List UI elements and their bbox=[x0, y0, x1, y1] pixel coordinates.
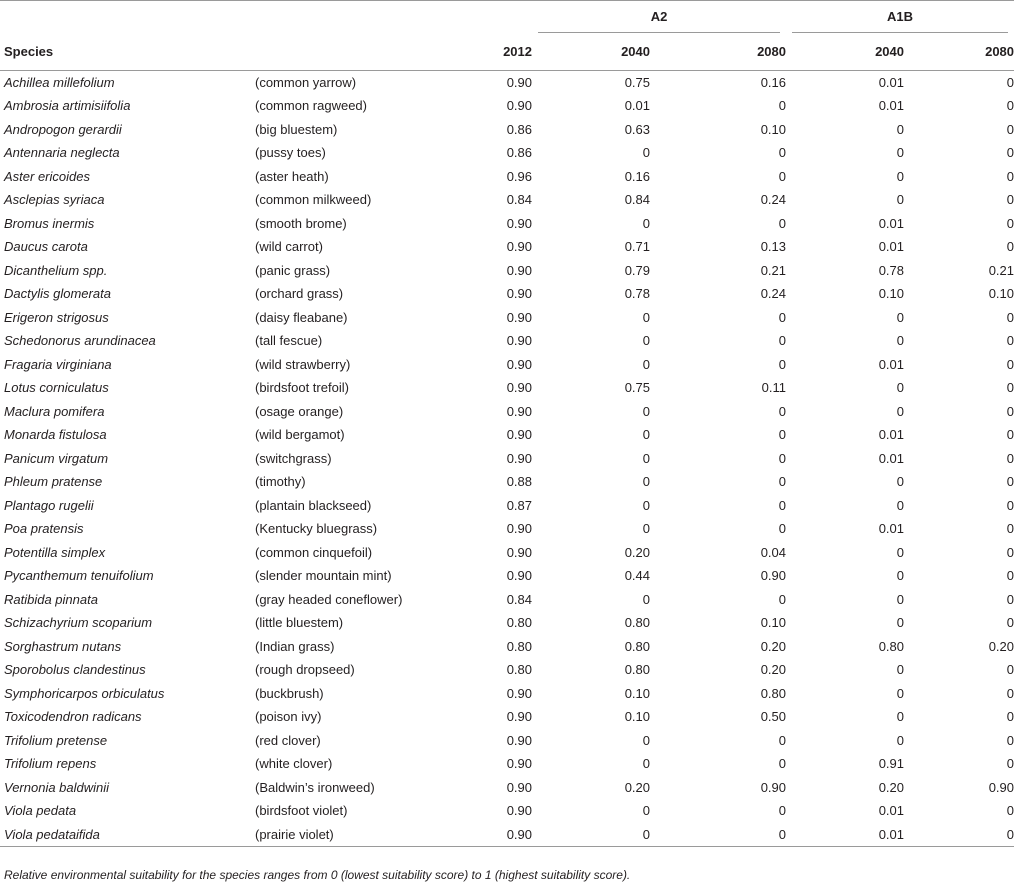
table-row bbox=[0, 541, 1014, 565]
value-a2-2080: 0.50 bbox=[760, 709, 786, 725]
value-a1b-2080: 0 bbox=[1006, 615, 1014, 631]
value-a1b-2080: 0 bbox=[1006, 427, 1014, 443]
value-a1b-2080: 0 bbox=[1006, 168, 1014, 184]
species-name: Sorghastrum nutans bbox=[4, 638, 122, 654]
common-name: (pussy toes) bbox=[255, 145, 326, 161]
table-row bbox=[0, 494, 1014, 518]
species-name: Potentilla simplex bbox=[4, 544, 106, 560]
value-a1b-2040: 0.01 bbox=[878, 356, 904, 372]
value-2012: 0.90 bbox=[506, 803, 532, 819]
species-name: Trifolium repens bbox=[4, 756, 97, 772]
common-name: (wild strawberry) bbox=[255, 356, 351, 372]
value-a2-2080: 0.90 bbox=[760, 779, 786, 795]
table-row bbox=[0, 71, 1014, 95]
value-a2-2040: 0.20 bbox=[624, 544, 650, 560]
common-name: (buckbrush) bbox=[255, 685, 324, 701]
table-row bbox=[0, 400, 1014, 424]
species-name: Monarda fistulosa bbox=[4, 427, 107, 443]
species-name: Achillea millefolium bbox=[4, 75, 115, 90]
value-2012: 0.90 bbox=[506, 709, 532, 725]
table-row bbox=[0, 705, 1014, 729]
value-2012: 0.90 bbox=[506, 544, 532, 560]
value-a2-2080: 0.13 bbox=[760, 239, 786, 255]
common-name: (big bluestem) bbox=[255, 121, 338, 137]
species-name: Dactylis glomerata bbox=[4, 286, 111, 302]
species-name: Schizachyrium scoparium bbox=[4, 615, 153, 631]
common-name: (wild bergamot) bbox=[255, 427, 345, 443]
common-name: (wild carrot) bbox=[255, 239, 323, 255]
table-row bbox=[0, 682, 1014, 706]
common-name: (common ragweed) bbox=[255, 98, 367, 114]
value-a2-2040: 0.71 bbox=[624, 239, 650, 255]
table-row bbox=[0, 118, 1014, 142]
value-a2-2040: 0 bbox=[642, 474, 650, 490]
species-name: Toxicodendron radicans bbox=[4, 709, 142, 725]
value-2012: 0.90 bbox=[506, 756, 532, 772]
value-a1b-2080: 0 bbox=[1006, 333, 1014, 349]
group-a2-underline bbox=[538, 32, 780, 33]
value-a2-2040: 0.10 bbox=[624, 709, 650, 725]
value-a1b-2080: 0 bbox=[1006, 474, 1014, 490]
value-2012: 0.90 bbox=[506, 685, 532, 701]
value-a2-2040: 0 bbox=[642, 356, 650, 372]
table-row bbox=[0, 423, 1014, 447]
value-a2-2080: 0.24 bbox=[760, 286, 786, 302]
species-name: Andropogon gerardii bbox=[4, 121, 122, 137]
value-a2-2040: 0 bbox=[642, 497, 650, 513]
table-row bbox=[0, 823, 1014, 847]
value-a1b-2040: 0 bbox=[896, 497, 904, 513]
value-a2-2040: 0 bbox=[642, 145, 650, 161]
value-2012: 0.90 bbox=[506, 215, 532, 231]
species-name: Schedonorus arundinacea bbox=[4, 333, 156, 349]
value-a1b-2040: 0.80 bbox=[878, 638, 904, 654]
table-row bbox=[0, 329, 1014, 353]
species-name: Maclura pomifera bbox=[4, 403, 105, 419]
value-a2-2040: 0.80 bbox=[624, 615, 650, 631]
common-name: (rough dropseed) bbox=[255, 662, 355, 678]
species-name: Vernonia baldwinii bbox=[4, 779, 110, 795]
table-row bbox=[0, 259, 1014, 283]
value-a1b-2080: 0 bbox=[1006, 98, 1014, 114]
value-a1b-2080: 0 bbox=[1006, 709, 1014, 725]
value-a2-2080: 0 bbox=[778, 427, 786, 443]
table-row bbox=[0, 729, 1014, 753]
value-a2-2040: 0.84 bbox=[624, 192, 650, 208]
col-header-a1b-2040: 2040 bbox=[786, 33, 904, 71]
col-header-2012: 2012 bbox=[455, 33, 532, 71]
value-a2-2040: 0.75 bbox=[624, 75, 650, 90]
value-a1b-2040: 0.10 bbox=[878, 286, 904, 302]
common-name: (little bluestem) bbox=[255, 615, 344, 631]
table-row bbox=[0, 165, 1014, 189]
value-a1b-2080: 0.90 bbox=[988, 779, 1014, 795]
value-a1b-2040: 0 bbox=[896, 662, 904, 678]
value-2012: 0.84 bbox=[506, 591, 532, 607]
value-a2-2040: 0.63 bbox=[624, 121, 650, 137]
common-name: (daisy fleabane) bbox=[255, 309, 348, 325]
table-row bbox=[0, 306, 1014, 330]
common-name: (common yarrow) bbox=[255, 75, 357, 90]
value-a1b-2080: 0 bbox=[1006, 685, 1014, 701]
common-name: (white clover) bbox=[255, 756, 333, 772]
value-a1b-2080: 0 bbox=[1006, 568, 1014, 584]
species-name: Asclepias syriaca bbox=[4, 192, 105, 208]
value-2012: 0.80 bbox=[506, 638, 532, 654]
col-header-species: Species bbox=[0, 33, 455, 71]
species-name: Fragaria virginiana bbox=[4, 356, 112, 372]
value-a1b-2040: 0 bbox=[896, 380, 904, 396]
value-a2-2040: 0 bbox=[642, 591, 650, 607]
value-a1b-2040: 0 bbox=[896, 403, 904, 419]
col-header-a2-2080: 2080 bbox=[650, 33, 786, 71]
value-a2-2080: 0 bbox=[778, 497, 786, 513]
value-a1b-2080: 0 bbox=[1006, 732, 1014, 748]
species-name: Pycanthemum tenuifolium bbox=[4, 568, 154, 584]
value-a1b-2040: 0.01 bbox=[878, 215, 904, 231]
species-name: Bromus inermis bbox=[4, 215, 95, 231]
value-a2-2040: 0 bbox=[642, 732, 650, 748]
value-a2-2080: 0 bbox=[778, 803, 786, 819]
common-name: (smooth brome) bbox=[255, 215, 347, 231]
table-body bbox=[0, 71, 1014, 847]
value-a1b-2080: 0 bbox=[1006, 145, 1014, 161]
value-a1b-2040: 0.01 bbox=[878, 98, 904, 114]
value-a2-2080: 0 bbox=[778, 756, 786, 772]
value-a2-2080: 0.10 bbox=[760, 121, 786, 137]
value-a1b-2040: 0 bbox=[896, 333, 904, 349]
species-name: Phleum pratense bbox=[4, 474, 103, 490]
species-name: Erigeron strigosus bbox=[4, 309, 109, 325]
value-2012: 0.90 bbox=[506, 333, 532, 349]
common-name: (switchgrass) bbox=[255, 450, 332, 466]
value-a2-2040: 0.16 bbox=[624, 168, 650, 184]
value-a2-2080: 0 bbox=[778, 732, 786, 748]
value-a2-2080: 0.24 bbox=[760, 192, 786, 208]
species-name: Plantago rugelii bbox=[4, 497, 94, 513]
value-a1b-2040: 0.91 bbox=[878, 756, 904, 772]
table-row bbox=[0, 658, 1014, 682]
value-a1b-2040: 0.01 bbox=[878, 75, 904, 90]
species-name: Poa pratensis bbox=[4, 521, 84, 537]
value-2012: 0.90 bbox=[506, 239, 532, 255]
value-2012: 0.90 bbox=[506, 521, 532, 537]
value-a1b-2080: 0 bbox=[1006, 380, 1014, 396]
value-2012: 0.90 bbox=[506, 309, 532, 325]
species-name: Daucus carota bbox=[4, 239, 88, 255]
value-a1b-2040: 0.01 bbox=[878, 239, 904, 255]
value-a1b-2040: 0.01 bbox=[878, 427, 904, 443]
value-a2-2080: 0.80 bbox=[760, 685, 786, 701]
species-name: Dicanthelium spp. bbox=[4, 262, 108, 278]
value-a1b-2080: 0 bbox=[1006, 544, 1014, 560]
common-name: (slender mountain mint) bbox=[255, 568, 392, 584]
value-2012: 0.80 bbox=[506, 662, 532, 678]
column-header-row bbox=[0, 33, 1014, 71]
value-a1b-2040: 0 bbox=[896, 568, 904, 584]
value-2012: 0.86 bbox=[506, 121, 532, 137]
table-row bbox=[0, 141, 1014, 165]
value-2012: 0.90 bbox=[506, 568, 532, 584]
species-name: Symphoricarpos orbiculatus bbox=[4, 685, 165, 701]
value-2012: 0.96 bbox=[506, 168, 532, 184]
species-name: Sporobolus clandestinus bbox=[4, 662, 146, 678]
value-a1b-2080: 0 bbox=[1006, 756, 1014, 772]
table-footnote: Relative environmental suitability for the species ranges from 0 (lowest suitability score) to 1 (highest suitability score). bbox=[4, 868, 631, 882]
value-a2-2080: 0.90 bbox=[760, 568, 786, 584]
table-row bbox=[0, 212, 1014, 236]
table-row bbox=[0, 752, 1014, 776]
value-a2-2080: 0 bbox=[778, 521, 786, 537]
value-a2-2040: 0 bbox=[642, 427, 650, 443]
species-name: Lotus corniculatus bbox=[4, 380, 109, 396]
species-name: Aster ericoides bbox=[4, 168, 90, 184]
value-2012: 0.80 bbox=[506, 615, 532, 631]
value-2012: 0.90 bbox=[506, 286, 532, 302]
value-a1b-2040: 0 bbox=[896, 145, 904, 161]
value-a2-2040: 0 bbox=[642, 521, 650, 537]
common-name: (Kentucky bluegrass) bbox=[255, 521, 378, 537]
value-a2-2080: 0 bbox=[778, 474, 786, 490]
value-a1b-2080: 0 bbox=[1006, 239, 1014, 255]
value-a1b-2080: 0 bbox=[1006, 356, 1014, 372]
common-name: (common milkweed) bbox=[255, 192, 372, 208]
group-a2-header bbox=[532, 1, 786, 33]
col-header-a1b-2080: 2080 bbox=[904, 33, 1014, 71]
value-a1b-2040: 0 bbox=[896, 685, 904, 701]
common-name: (poison ivy) bbox=[255, 709, 322, 725]
value-a2-2080: 0 bbox=[778, 215, 786, 231]
table-row bbox=[0, 588, 1014, 612]
value-a2-2040: 0.44 bbox=[624, 568, 650, 584]
value-2012: 0.90 bbox=[506, 427, 532, 443]
value-2012: 0.88 bbox=[506, 474, 532, 490]
value-a2-2040: 0.75 bbox=[624, 380, 650, 396]
value-a1b-2040: 0 bbox=[896, 544, 904, 560]
value-a2-2080: 0.10 bbox=[760, 615, 786, 631]
value-2012: 0.90 bbox=[506, 262, 532, 278]
value-a1b-2080: 0 bbox=[1006, 662, 1014, 678]
value-a2-2080: 0 bbox=[650, 823, 786, 847]
col-header-a2-2040: 2040 bbox=[532, 33, 650, 71]
group-a2-label: A2 bbox=[650, 9, 668, 25]
common-name: (gray headed coneflower) bbox=[255, 591, 403, 607]
common-name: (Baldwin’s ironweed) bbox=[255, 779, 375, 795]
value-a2-2040: 0 bbox=[642, 756, 650, 772]
value-a1b-2080: 0 bbox=[1006, 803, 1014, 819]
common-name: (prairie violet) bbox=[255, 823, 455, 847]
common-name: (aster heath) bbox=[255, 168, 329, 184]
table-row bbox=[0, 799, 1014, 823]
value-2012: 0.90 bbox=[506, 450, 532, 466]
value-2012: 0.90 bbox=[506, 380, 532, 396]
value-a1b-2080: 0 bbox=[1006, 403, 1014, 419]
value-a2-2040: 0.78 bbox=[624, 286, 650, 302]
value-a1b-2040: 0 bbox=[896, 591, 904, 607]
value-a2-2080: 0 bbox=[778, 403, 786, 419]
value-a2-2080: 0 bbox=[778, 98, 786, 114]
value-a1b-2040: 0 bbox=[896, 615, 904, 631]
value-a1b-2040: 0 bbox=[896, 121, 904, 137]
group-header-row bbox=[0, 1, 1014, 33]
value-a1b-2040: 0 bbox=[896, 732, 904, 748]
value-a1b-2040: 0.01 bbox=[878, 521, 904, 537]
value-a2-2040: 0.01 bbox=[624, 98, 650, 114]
value-a2-2080: 0.04 bbox=[760, 544, 786, 560]
value-2012: 0.90 bbox=[506, 403, 532, 419]
value-2012: 0.90 bbox=[506, 779, 532, 795]
value-a2-2040: 0.79 bbox=[624, 262, 650, 278]
table-row bbox=[0, 376, 1014, 400]
value-a2-2080: 0.20 bbox=[760, 638, 786, 654]
group-a1b-underline bbox=[792, 32, 1008, 33]
value-2012: 0.86 bbox=[506, 145, 532, 161]
value-a1b-2040: 0.78 bbox=[878, 262, 904, 278]
value-a2-2080: 0 bbox=[778, 168, 786, 184]
value-a1b-2080: 0 bbox=[904, 823, 1014, 847]
species-name: Ambrosia artimisiifolia bbox=[4, 98, 131, 114]
common-name: (timothy) bbox=[255, 474, 306, 490]
value-2012: 0.84 bbox=[506, 192, 532, 208]
value-a2-2040: 0 bbox=[532, 823, 650, 847]
common-name: (birdsfoot violet) bbox=[255, 803, 348, 819]
value-a1b-2040: 0 bbox=[896, 474, 904, 490]
value-a1b-2080: 0 bbox=[1006, 309, 1014, 325]
value-a2-2080: 0.16 bbox=[760, 75, 786, 90]
species-name: Antennaria neglecta bbox=[4, 145, 120, 161]
common-name: (orchard grass) bbox=[255, 286, 344, 302]
value-2012: 0.90 bbox=[455, 823, 532, 847]
value-a1b-2080: 0 bbox=[1006, 192, 1014, 208]
value-a2-2080: 0.21 bbox=[760, 262, 786, 278]
value-2012: 0.90 bbox=[506, 732, 532, 748]
common-name: (panic grass) bbox=[255, 262, 331, 278]
value-a2-2040: 0 bbox=[642, 803, 650, 819]
value-a1b-2040: 0 bbox=[896, 168, 904, 184]
value-a2-2080: 0 bbox=[778, 333, 786, 349]
value-a1b-2040: 0.01 bbox=[786, 823, 904, 847]
value-a2-2080: 0 bbox=[778, 591, 786, 607]
value-2012: 0.87 bbox=[506, 497, 532, 513]
value-a2-2040: 0 bbox=[642, 450, 650, 466]
common-name: (plantain blackseed) bbox=[255, 497, 372, 513]
value-a2-2080: 0 bbox=[778, 309, 786, 325]
value-a1b-2080: 0 bbox=[1006, 215, 1014, 231]
common-name: (tall fescue) bbox=[255, 333, 323, 349]
table-row bbox=[0, 517, 1014, 541]
table-row bbox=[0, 94, 1014, 118]
value-a1b-2080: 0.21 bbox=[988, 262, 1014, 278]
value-a2-2040: 0.80 bbox=[624, 638, 650, 654]
value-a1b-2040: 0 bbox=[896, 709, 904, 725]
table-row bbox=[0, 470, 1014, 494]
table-row bbox=[0, 635, 1014, 659]
value-a1b-2040: 0.01 bbox=[878, 803, 904, 819]
group-a1b-header bbox=[786, 1, 1014, 33]
value-2012: 0.90 bbox=[506, 356, 532, 372]
common-name: (red clover) bbox=[255, 732, 321, 748]
value-2012: 0.90 bbox=[506, 98, 532, 114]
value-a2-2040: 0 bbox=[642, 403, 650, 419]
value-a1b-2080: 0 bbox=[1006, 121, 1014, 137]
value-a1b-2080: 0 bbox=[1006, 450, 1014, 466]
species-name: Viola pedataifida bbox=[0, 823, 255, 847]
value-a2-2040: 0 bbox=[642, 333, 650, 349]
table-row bbox=[0, 235, 1014, 259]
table-row bbox=[0, 282, 1014, 306]
value-a2-2080: 0.20 bbox=[760, 662, 786, 678]
value-a2-2080: 0.11 bbox=[761, 380, 786, 396]
value-a1b-2080: 0 bbox=[1006, 521, 1014, 537]
group-a1b-label: A1B bbox=[887, 9, 914, 25]
value-a1b-2040: 0 bbox=[896, 192, 904, 208]
value-a2-2040: 0 bbox=[642, 309, 650, 325]
value-a2-2040: 0.20 bbox=[624, 779, 650, 795]
common-name: (common cinquefoil) bbox=[255, 544, 373, 560]
value-a1b-2080: 0 bbox=[1006, 497, 1014, 513]
table-row bbox=[0, 611, 1014, 635]
value-a2-2080: 0 bbox=[778, 450, 786, 466]
table-header bbox=[0, 1, 1014, 71]
common-name: (osage orange) bbox=[255, 403, 344, 419]
value-a1b-2040: 0 bbox=[896, 309, 904, 325]
value-a1b-2080: 0 bbox=[1006, 75, 1014, 90]
value-a1b-2040: 0.20 bbox=[878, 779, 904, 795]
common-name: (birdsfoot trefoil) bbox=[255, 380, 349, 396]
value-2012: 0.90 bbox=[506, 75, 532, 90]
value-a2-2080: 0 bbox=[778, 356, 786, 372]
species-name: Panicum virgatum bbox=[4, 450, 109, 466]
table-row bbox=[0, 564, 1014, 588]
value-a1b-2080: 0.10 bbox=[988, 286, 1014, 302]
table-row bbox=[0, 188, 1014, 212]
table-row bbox=[0, 447, 1014, 471]
table-row bbox=[0, 776, 1014, 800]
value-a2-2040: 0 bbox=[642, 215, 650, 231]
value-a2-2040: 0.80 bbox=[624, 662, 650, 678]
value-a1b-2080: 0.20 bbox=[988, 638, 1014, 654]
value-a1b-2080: 0 bbox=[1006, 591, 1014, 607]
species-name: Viola pedata bbox=[4, 803, 77, 819]
value-a2-2080: 0 bbox=[778, 145, 786, 161]
table-row bbox=[0, 353, 1014, 377]
common-name: (Indian grass) bbox=[255, 638, 335, 654]
value-a1b-2040: 0.01 bbox=[878, 450, 904, 466]
species-name: Trifolium pretense bbox=[4, 732, 108, 748]
species-name: Ratibida pinnata bbox=[4, 591, 98, 607]
value-a2-2040: 0.10 bbox=[624, 685, 650, 701]
